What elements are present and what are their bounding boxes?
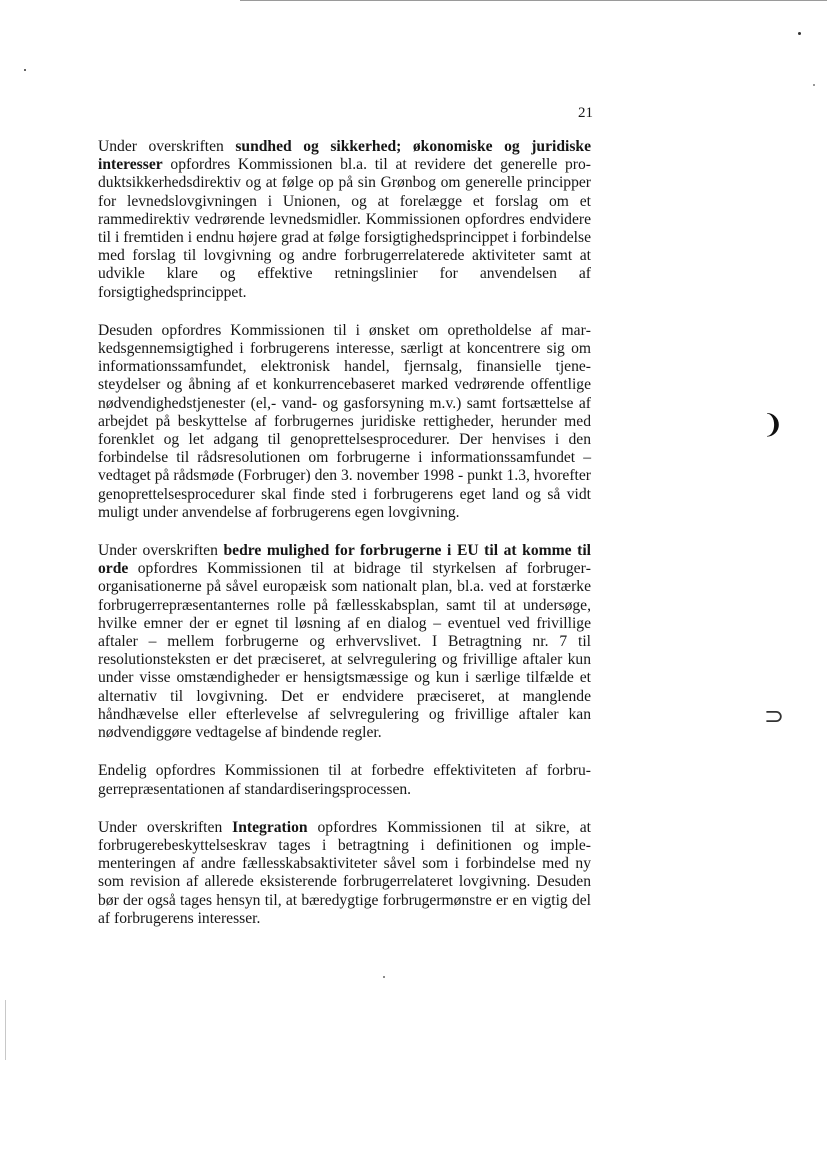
paragraph-text: Under overskriften (98, 138, 236, 155)
document-body (98, 138, 591, 948)
bold-heading-phrase: bedre mulighed for forbrugerne i EU til at komme til orde (98, 542, 591, 578)
bold-heading-phrase: sundhed og sikkerhed; økonomiske og juridiske interesser (98, 138, 591, 174)
scan-speck (383, 976, 385, 978)
paragraph (98, 138, 591, 302)
paragraph-text: opfordres Kommissionen bl.a. til at revidere det generelle produktsikkerhedsdirektiv og at følge op på sin Grønbog om generelle principper for levnedslovgivningen i Unionen, og at forelægge et forslag om et rammedirektiv vedrørende levnedsmidler. Kommissionen opfordres endvidere til i fremtiden i endnu højere grad at følge forsigtighedsprincippet i forbindelse med forslag til lovgivning og andre forbrugerrelaterede aktiviteter samt at udvikle klare og effektive retningslinier for anvendelsen af forsigtighedsprincippet. (98, 156, 591, 301)
paragraph (98, 322, 591, 522)
binder-hole-mark: ❩ (762, 410, 784, 440)
paragraph (98, 542, 591, 742)
paragraph-text: opfordres Kommissionen til at sikre, at forbrugerebeskyttelseskrav tages i betragtning i definitionen og implementeringen af andre fællesskabsaktiviteter såvel som i forbindelse med ny som revision af allerede eksisterende forbrugerrelateret lovgivning. Desuden bør der også tages hensyn til, at bæredygtige forbrugermønstre er en vigtig del af forbrugerens interesser. (98, 818, 592, 927)
paragraph-text: opfordres Kommissionen til at bidrage til styrkelsen af forbrugerorganisationerne på såvel europæisk som nationalt plan, bl.a. ved at forstærke forbrugerrepræsentanternes rolle på fællesskabsplan, samt til at undersøge, hvilke emner der er egnet til løsning af en dialog – eventuel ved frivillige aftaler – mellem forbrugerne og erhvervslivet. I Betragtning nr. 7 til resolutionsteksten er det præciseret, at selvregulering og frivillige aftaler kun under visse omstændigheder er hensigtsmæssige og kun i særlige tilfælde et alternativ til lovgivning. Det er endvidere præciseret, at manglende håndhævelse eller efterlevelse af selvregulering og frivillige aftaler kan nødvendiggøre vedtagelse af bindende regler. (98, 560, 591, 742)
paragraph (98, 819, 591, 928)
paragraph-text: Desuden opfordres Kommissionen til i ønsket om opretholdelse af markedsgennemsigtighed i forbrugerens interesse, særligt at koncentrere sig om informationssamfundet, elektronisk handel, fjernsalg, finansielle tjenesteydelser og åbning af et konkurrencebaseret marked vedrørende offentlige nødvendighedstjenester (el,- vand- og gasforsyning m.v.) samt fortsættelse af arbejdet på beskyttelse af forbrugernes juridiske rettigheder, herunder med forenklet og let adgang til genoprettelsesprocedurer. Der henvises i den forbindelse til rådsresolutionen om forbrugerne i informationssamfundet – vedtaget på rådsmøde (Forbruger) den 3. november 1998 - punkt 1.3, hvorefter genoprettelsesprocedurer skal finde sted i forbrugerens eget land og så vidt muligt under anvendelse af forbrugerens egen lovgivning. (98, 321, 591, 521)
paragraph-text: Under overskriften (98, 818, 233, 836)
page-number: 21 (578, 105, 593, 121)
scan-speck (24, 69, 26, 71)
paragraph (98, 762, 591, 798)
bold-heading-phrase: Integration (232, 818, 308, 836)
paragraph-text: Under overskriften (98, 542, 224, 560)
scan-speck (798, 32, 801, 35)
scan-speck (813, 84, 815, 86)
scan-edge-line (240, 0, 827, 1)
scan-edge-line-left (5, 1000, 6, 1060)
paragraph-text: Endelig opfordres Kommissionen til at forbedre effektiviteten af forbrugerrepræsentationen af standardiseringsprocessen. (98, 762, 591, 798)
binder-hole-mark: ⊃ (764, 702, 785, 730)
